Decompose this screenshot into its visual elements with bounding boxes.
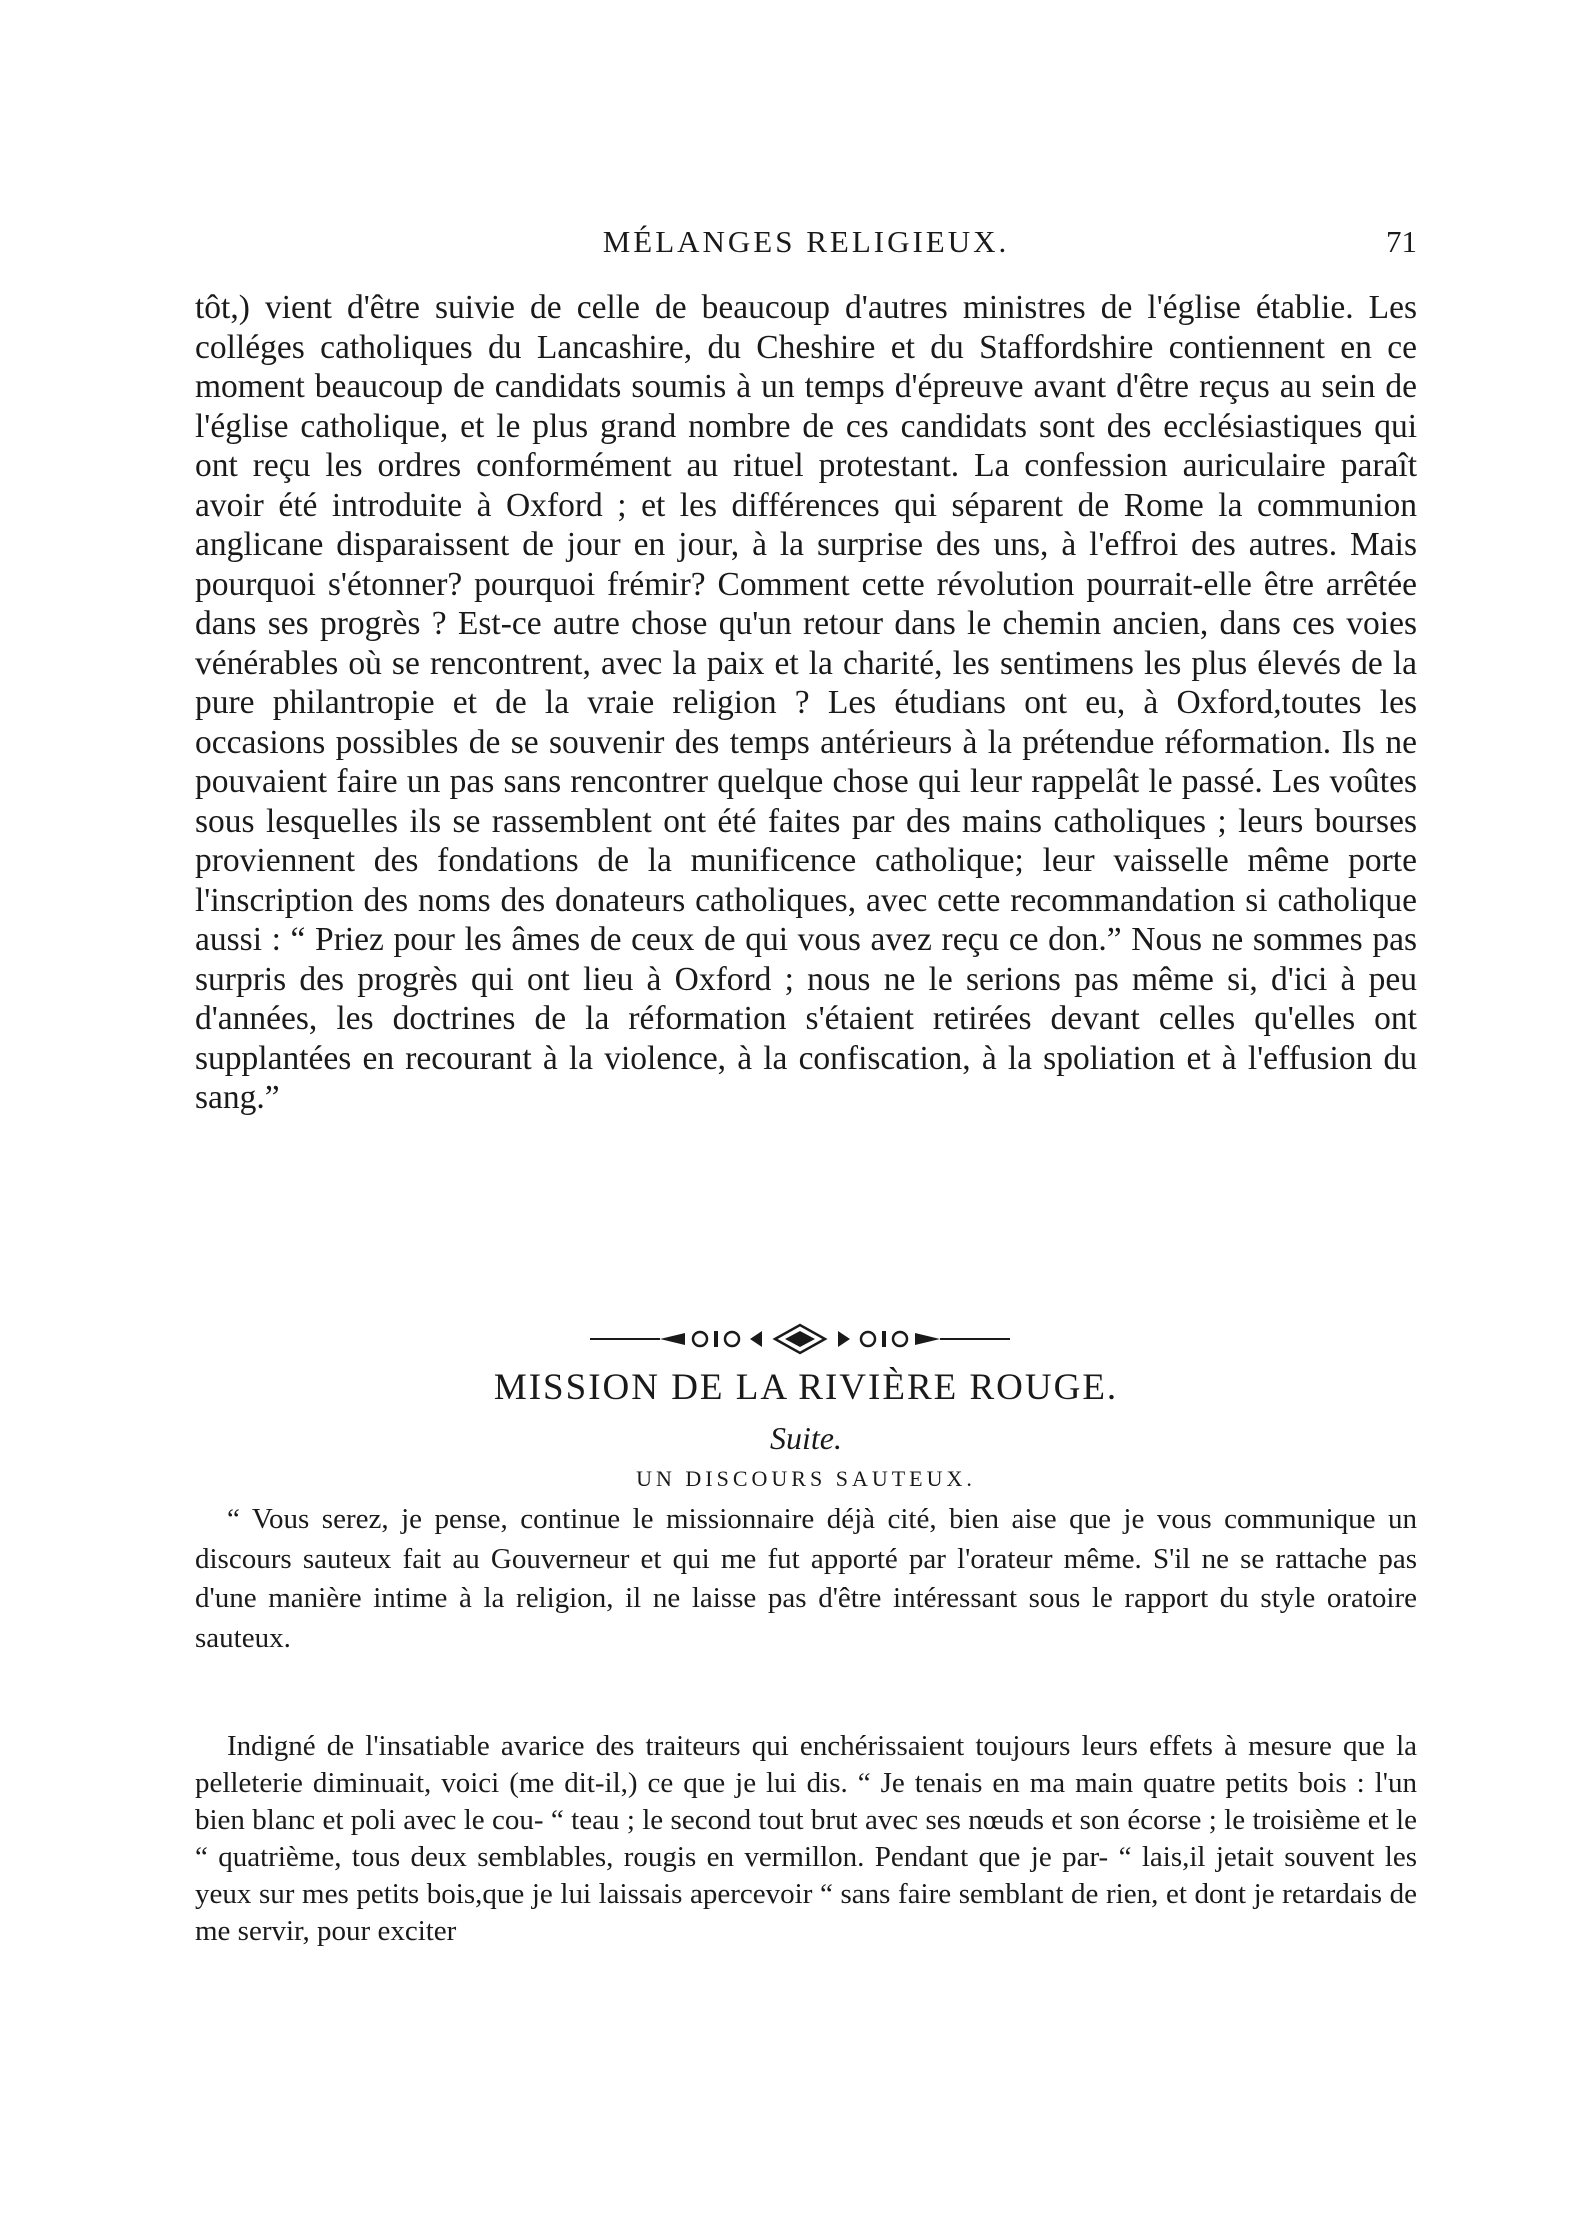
section-subtitle: Suite.: [770, 1420, 842, 1456]
section-subheading: UN DISCOURS SAUTEUX.: [636, 1466, 976, 1491]
body-paragraph-1: tôt,) vient d'être suivie de celle de beaucoup d'autres ministres de l'église établie. Les colléges catholiques du Lancashire, du Cheshire et du Staffordshire contiennent en ce moment beaucoup de candidats soumis à un temps d'épreuve avant d'être reçus au sein de l'église catholique, et le plus grand nombre de ces candidats sont des ecclésiastiques qui ont reçu les ordres conformément au rituel protestant. La confession auriculaire paraît avoir été introduite à Oxford ; et les différences qui séparent de Rome la communion anglicane disparaissent de jour en jour, à la surprise des uns, à l'effroi des autres. Mais pourquoi s'étonner? pourquoi frémir? Comment cette révolution pourrait-elle être arrêtée dans ses progrès ? Est-ce autre chose qu'un retour dans le chemin ancien, dans ces voies vénérables où se rencontrent, avec la paix et la charité, les sentimens les plus élevés de la pure philantropie et de la vraie religion ? Les étudians ont eu, à Oxford,toutes les occasions possibles de se souvenir des temps antérieurs à la prétendue réformation. Ils ne pouvaient faire un pas sans rencontrer quelque chose qui leur rappelât le passé. Les voûtes sous lesquelles ils se rassemblent ont été faites par des mains catholiques ; leurs bourses proviennent des fondations de la munificence catholique; leur vaisselle même porte l'inscription des noms des donateurs catholiques, avec cette recommandation si catholique aussi : “ Priez pour les âmes de ceux de qui vous avez reçu ce don.” Nous ne sommes pas surpris des progrès qui ont lieu à Oxford ; nous ne le serions pas même si, d'ici à peu d'années, les doctrines de la réformation s'étaient retirées devant celles qu'elles ont supplantées en recourant à la violence, à la confiscation, à la spoliation et à l'effusion du sang.”: [195, 289, 1417, 1116]
page-number: 71: [1386, 224, 1417, 259]
running-head: [195, 224, 1417, 264]
body-paragraph-2: “ Vous serez, je pense, continue le missionnaire déjà cité, bien aise que je vous communique un discours sauteux fait au Gouverneur et qui me fut apporté par l'orateur même. S'il ne se rattache pas d'une manière intime à la religion, il ne laisse pas d'être intéressant sous le rapport du style oratoire sauteux.: [195, 1503, 1417, 1654]
ornamental-divider: [590, 1322, 1010, 1356]
body-paragraph-3: Indigné de l'insatiable avarice des traiteurs qui enchérissaient toujours leurs effets à mesure que la pelleterie diminuait, voici (me dit-il,) ce que je lui dis. “ Je tenais en ma main quatre petits bois : l'un bien blanc et poli avec le cou- “ teau ; le second tout brut avec ses nœuds et son écorse ; le troisième et le “ quatrième, tous deux semblables, rougis en vermillon. Pendant que je par- “ lais,il jetait souvent les yeux sur mes petits bois,que je lui laissais apercevoir “ sans faire semblant de rien, et dont je retardais de me servir, pour exciter: [195, 1730, 1417, 1947]
section-title: MISSION DE LA RIVIÈRE ROUGE.: [493, 1367, 1119, 1408]
running-title: MÉLANGES RELIGIEUX.: [602, 224, 1010, 259]
